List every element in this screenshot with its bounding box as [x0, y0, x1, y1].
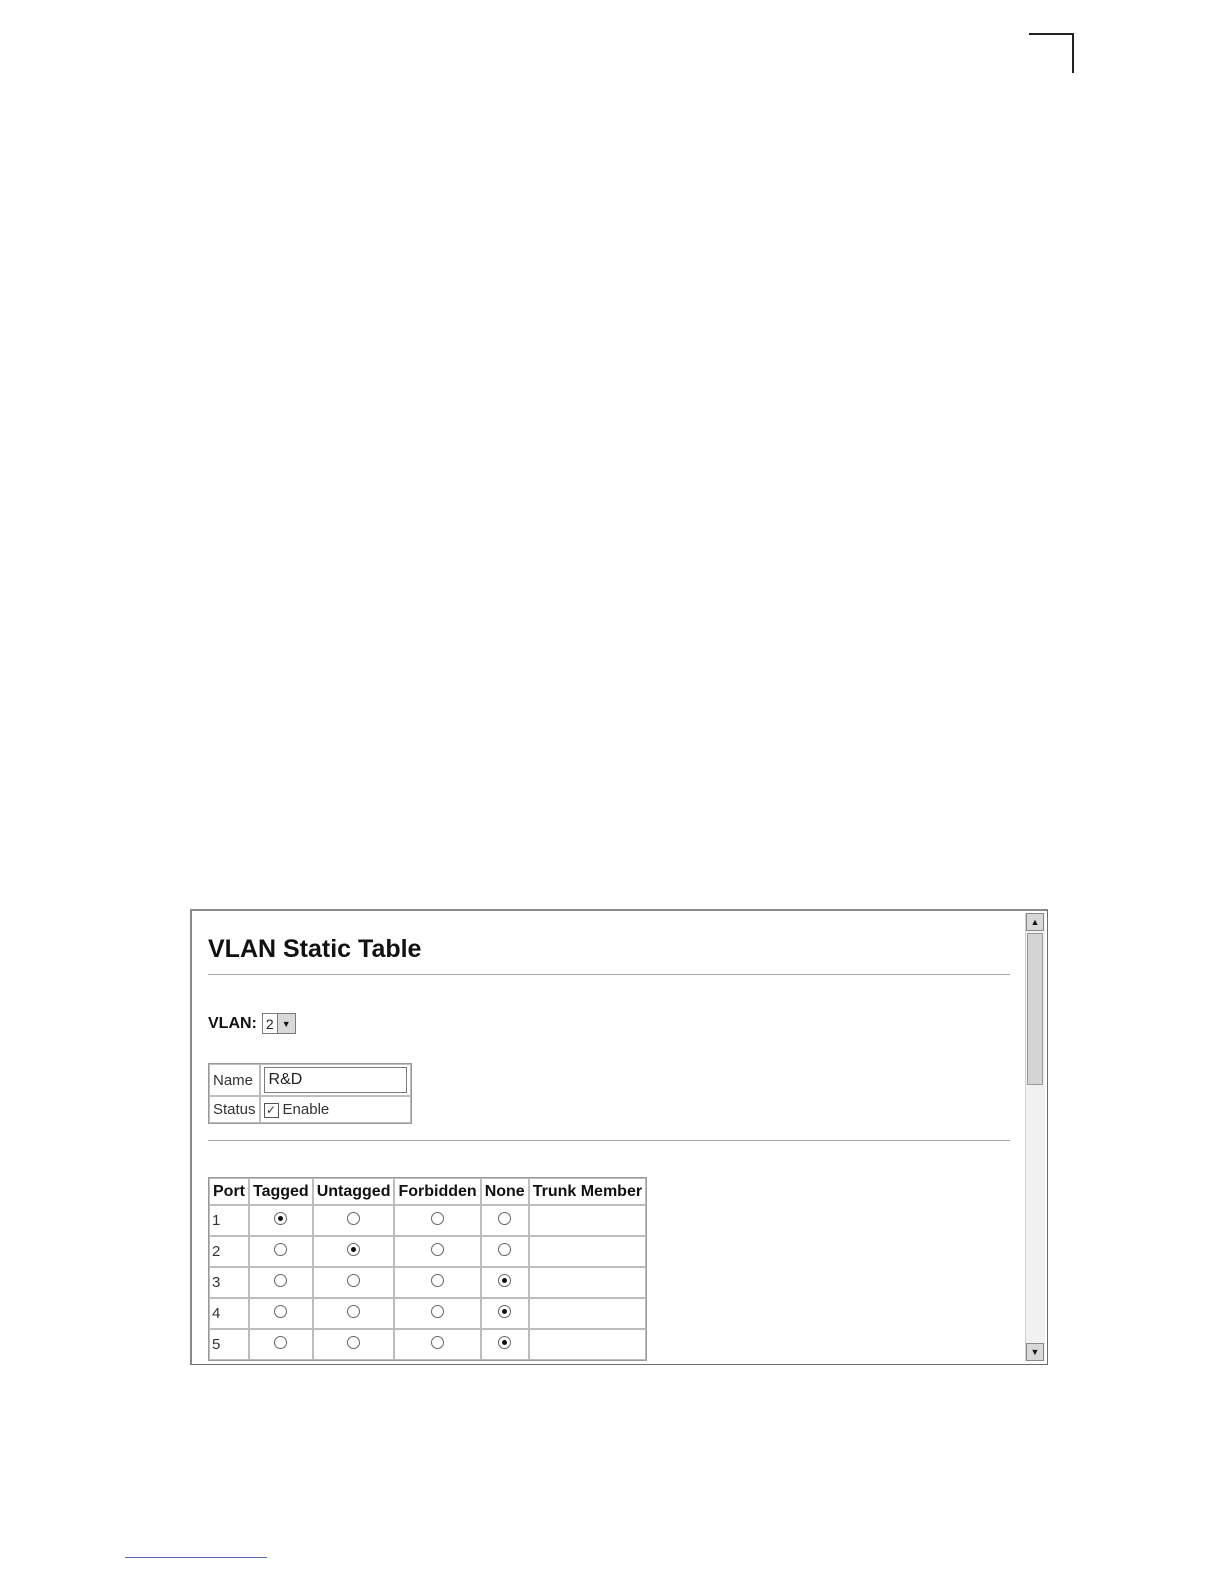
port-membership-table — [208, 1177, 647, 1361]
radio-cell — [249, 1205, 313, 1236]
radio-tagged[interactable] — [274, 1274, 287, 1287]
radio-tagged[interactable] — [274, 1305, 287, 1318]
trunk-member-cell — [529, 1236, 646, 1267]
radio-none[interactable] — [498, 1243, 511, 1256]
radio-cell — [313, 1298, 395, 1329]
radio-cell — [249, 1329, 313, 1360]
radio-tagged[interactable] — [274, 1212, 287, 1225]
port-number: 1 — [209, 1205, 249, 1236]
status-cell — [260, 1096, 411, 1123]
radio-forbidden[interactable] — [431, 1336, 444, 1349]
vlan-select[interactable] — [262, 1013, 296, 1034]
trunk-member-cell — [529, 1205, 646, 1236]
vlan-select-value: 2 — [265, 1015, 274, 1032]
radio-cell — [481, 1236, 529, 1267]
arrow-down-icon[interactable]: ▼ — [1026, 1343, 1044, 1361]
divider — [208, 1140, 1010, 1141]
radio-none[interactable] — [498, 1274, 511, 1287]
column-header: Forbidden — [394, 1178, 480, 1205]
radio-none[interactable] — [498, 1336, 511, 1349]
radio-cell — [249, 1236, 313, 1267]
port-number: 4 — [209, 1298, 249, 1329]
name-label: Name — [209, 1064, 260, 1096]
column-header: None — [481, 1178, 529, 1205]
radio-cell — [394, 1236, 480, 1267]
radio-cell — [249, 1267, 313, 1298]
radio-none[interactable] — [498, 1212, 511, 1225]
radio-cell — [481, 1329, 529, 1360]
radio-cell — [394, 1267, 480, 1298]
vlan-label: VLAN: — [208, 1014, 257, 1032]
column-header: Trunk Member — [529, 1178, 646, 1205]
radio-untagged[interactable] — [347, 1274, 360, 1287]
radio-cell — [394, 1205, 480, 1236]
radio-untagged[interactable] — [347, 1243, 360, 1256]
radio-none[interactable] — [498, 1305, 511, 1318]
vertical-scrollbar[interactable] — [1025, 913, 1045, 1361]
radio-cell — [394, 1298, 480, 1329]
port-number: 2 — [209, 1236, 249, 1267]
radio-untagged[interactable] — [347, 1212, 360, 1225]
port-number: 3 — [209, 1267, 249, 1298]
radio-cell — [313, 1329, 395, 1360]
table-row — [209, 1236, 646, 1267]
radio-forbidden[interactable] — [431, 1212, 444, 1225]
column-header: Untagged — [313, 1178, 395, 1205]
table-header-row — [209, 1178, 646, 1205]
enable-checkbox[interactable] — [264, 1103, 279, 1118]
scroll-thumb[interactable] — [1027, 933, 1043, 1085]
table-row — [209, 1329, 646, 1360]
radio-untagged[interactable] — [347, 1305, 360, 1318]
enable-label: Enable — [282, 1101, 330, 1118]
radio-cell — [481, 1298, 529, 1329]
browser-window — [190, 909, 1048, 1365]
column-header: Tagged — [249, 1178, 313, 1205]
name-cell — [260, 1064, 411, 1096]
crop-mark-vertical — [1072, 33, 1074, 73]
table-body — [209, 1205, 646, 1360]
divider — [208, 974, 1010, 975]
status-label: Status — [209, 1096, 260, 1123]
radio-forbidden[interactable] — [431, 1243, 444, 1256]
page-content — [208, 911, 1012, 1365]
radio-cell — [481, 1267, 529, 1298]
table-row — [209, 1267, 646, 1298]
radio-cell — [394, 1329, 480, 1360]
port-number: 5 — [209, 1329, 249, 1360]
radio-untagged[interactable] — [347, 1336, 360, 1349]
table-row — [209, 1298, 646, 1329]
radio-cell — [481, 1205, 529, 1236]
radio-cell — [313, 1236, 395, 1267]
arrow-up-icon[interactable]: ▲ — [1026, 913, 1044, 931]
trunk-member-cell — [529, 1267, 646, 1298]
radio-cell — [313, 1267, 395, 1298]
page-title: VLAN Static Table — [208, 935, 422, 963]
radio-tagged[interactable] — [274, 1243, 287, 1256]
trunk-member-cell — [529, 1329, 646, 1360]
table-row — [209, 1205, 646, 1236]
radio-cell — [249, 1298, 313, 1329]
radio-cell — [313, 1205, 395, 1236]
radio-tagged[interactable] — [274, 1336, 287, 1349]
name-input[interactable] — [264, 1067, 407, 1093]
status-row — [209, 1096, 411, 1123]
name-row — [209, 1064, 411, 1096]
chevron-down-icon[interactable]: ▼ — [277, 1014, 295, 1033]
column-header: Port — [209, 1178, 249, 1205]
crop-mark-horizontal — [1029, 33, 1074, 35]
vlan-selector-row — [208, 1013, 296, 1034]
vlan-properties-table — [208, 1063, 412, 1124]
radio-forbidden[interactable] — [431, 1274, 444, 1287]
trunk-member-cell — [529, 1298, 646, 1329]
radio-forbidden[interactable] — [431, 1305, 444, 1318]
checkmark-icon: ✓ — [266, 1103, 277, 1118]
footer-rule — [125, 1557, 267, 1558]
